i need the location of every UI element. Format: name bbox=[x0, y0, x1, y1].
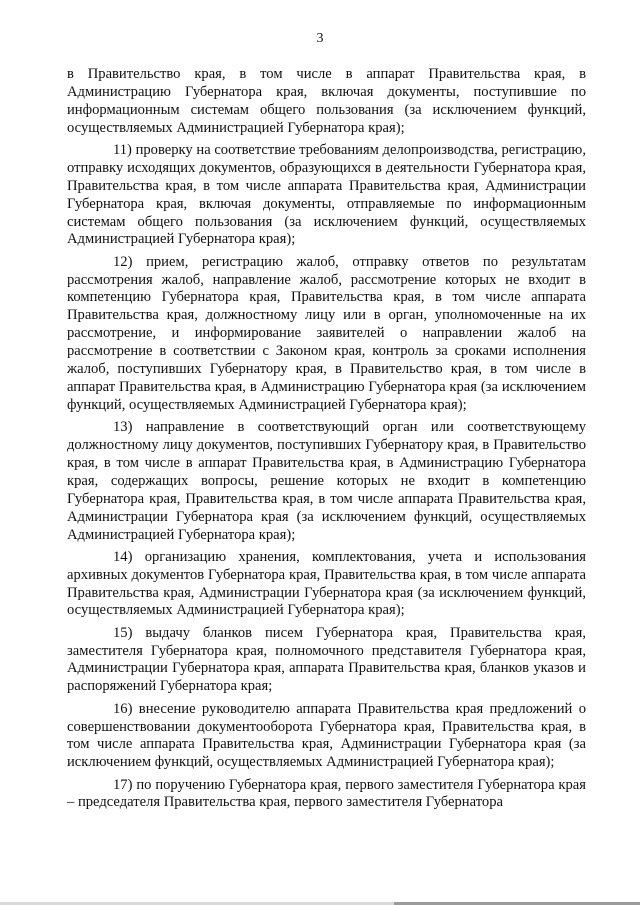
paragraph-item-16: 16) внесение руководителю аппарата Правительства края предложений о совершенствовании документооборота Губернатора края, Правительства края, в том числе аппарата Правительства края, Администрации Губернатора края (за исключением функций, осуществляемых Администрацией Губернатора края); bbox=[67, 700, 586, 771]
document-body bbox=[67, 66, 586, 817]
paragraph-item-14: 14) организацию хранения, комплектования, учета и использования архивных документов Губернатора края, Правительства края, в том числе аппарата Правительства края, Администрации Губернатора края (за исключением функций, осуществляемых Администрацией Губернатора края); bbox=[67, 548, 586, 619]
paragraph-item-13: 13) направление в соответствующий орган или соответствующему должностному лицу документов, поступивших Губернатору края, в Правительство края, в том числе в аппарат Правительства края, в Администрацию Губернатора края, содержащих вопросы, решение которых не входит в компетенцию Губернатора края, Правительства края, в том числе аппарата Правительства края, Администрации Губернатора края (за исключением функций, осуществляемых Администрацией Губернатора края); bbox=[67, 419, 586, 543]
paragraph-item-12: 12) прием, регистрацию жалоб, отправку ответов по результатам рассмотрения жалоб, направление жалоб, рассмотрение которых не входит в компетенцию Губернатора края, Правительства края, в том числе аппарата Правительства края, должностному лицу или в орган, уполномоченные на их рассмотрение, и информирование заявителей о направлении жалоб на рассмотрение в соответствии с Законом края, контроль за сроками исполнения жалоб, поступивших Губернатору края, в Правительство края, в том числе в аппарат Правительства края, в Администрацию Губернатора края (за исключением функций, осуществляемых Администрацией Губернатора края); bbox=[67, 253, 586, 413]
page-number: 3 bbox=[316, 31, 324, 46]
paragraph-continuation: в Правительство края, в том числе в аппарат Правительства края, в Администрацию Губернатора края, включая документы, поступившие по информационным системам общего пользования (за исключением функций, осуществляемых Администрацией Губернатора края); bbox=[67, 66, 586, 136]
paragraph-item-17: 17) по поручению Губернатора края, первого заместителя Губернатора края – председателя Правительства края, первого заместителя Губернатора bbox=[67, 776, 586, 811]
paragraph-item-15: 15) выдачу бланков писем Губернатора края, Правительства края, заместителя Губернатора края, полномочного представителя Губернатора края, Администрации Губернатора края, аппарата Правительства края, бланков указов и распоряжений Губернатора края; bbox=[67, 624, 586, 695]
paragraph-item-11: 11) проверку на соответствие требованиям делопроизводства, регистрацию, отправку исходящих документов, образующихся в деятельности Губернатора края, Правительства края, в том числе аппарата Правительства края, Администрации Губернатора края, включая документы, отправляемые по информационным системам общего пользования (за исключением функций, осуществляемых Администрацией Губернатора края); bbox=[67, 141, 586, 248]
